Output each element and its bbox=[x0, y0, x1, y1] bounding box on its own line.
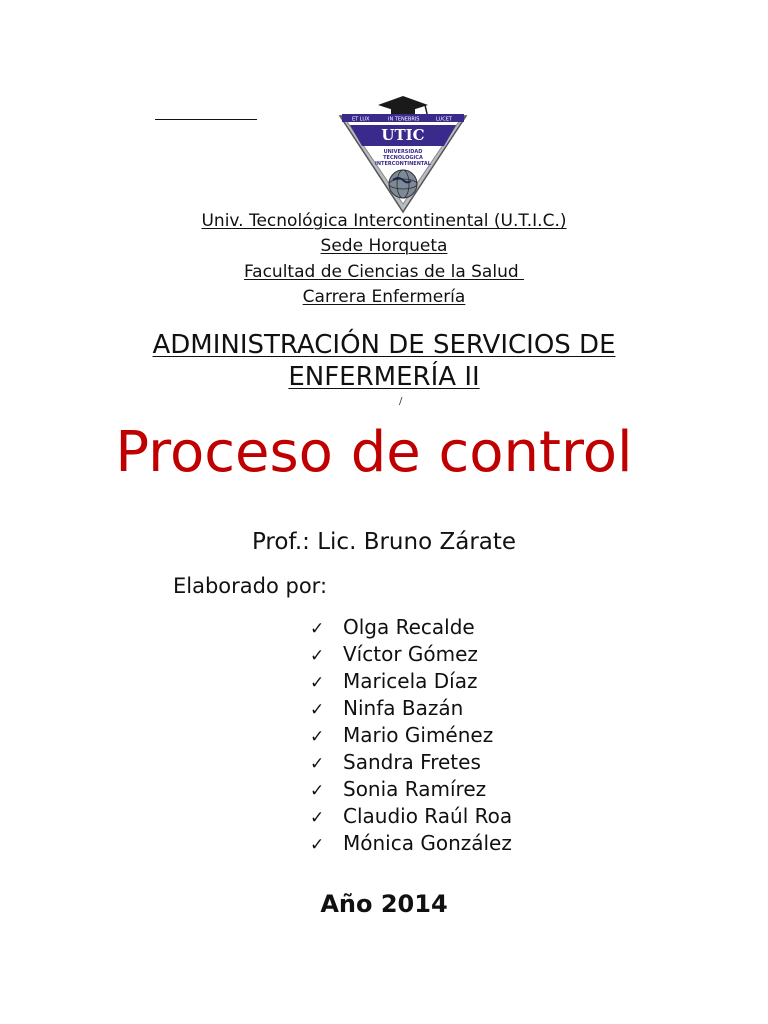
author-name: Ninfa Bazán bbox=[343, 696, 464, 720]
course-title-line-2: ENFERMERÍA II bbox=[288, 362, 480, 392]
list-item bbox=[310, 803, 512, 830]
list-item bbox=[310, 749, 512, 776]
check-icon: ✓ bbox=[310, 700, 325, 720]
campus-name: Sede Horqueta bbox=[320, 236, 448, 256]
university-name: Univ. Tecnológica Intercontinental (U.T.I.C.) bbox=[201, 211, 567, 231]
svg-text:ET LUX: ET LUX bbox=[352, 116, 370, 123]
check-icon: ✓ bbox=[310, 835, 325, 855]
check-icon: ✓ bbox=[310, 646, 325, 666]
check-icon: ✓ bbox=[310, 808, 325, 828]
author-name: Mónica González bbox=[343, 831, 512, 855]
svg-text:LUCET: LUCET bbox=[436, 116, 452, 123]
list-item bbox=[310, 722, 512, 749]
check-icon: ✓ bbox=[310, 619, 325, 639]
utic-logo bbox=[336, 96, 470, 214]
author-name: Claudio Raúl Roa bbox=[343, 804, 513, 828]
check-icon: ✓ bbox=[310, 781, 325, 801]
check-icon: ✓ bbox=[310, 673, 325, 693]
svg-text:IN TENEBRIS: IN TENEBRIS bbox=[388, 116, 420, 123]
stray-mark: / bbox=[399, 396, 403, 407]
author-name: Sonia Ramírez bbox=[343, 777, 487, 801]
course-title-line-1: ADMINISTRACIÓN DE SERVICIOS DE bbox=[152, 330, 616, 360]
svg-text:UNIVERSIDAD: UNIVERSIDAD bbox=[383, 149, 423, 155]
check-icon: ✓ bbox=[310, 727, 325, 747]
list-item bbox=[310, 776, 512, 803]
prepared-by-label: Elaborado por: bbox=[173, 574, 328, 598]
document-title: Proceso de control bbox=[115, 420, 633, 485]
author-name: Víctor Gómez bbox=[343, 642, 478, 666]
svg-text:TECNOLOGICA: TECNOLOGICA bbox=[383, 155, 423, 161]
professor-name: Prof.: Lic. Bruno Zárate bbox=[251, 529, 517, 555]
list-item bbox=[310, 614, 512, 641]
signature-line bbox=[155, 119, 257, 120]
list-item bbox=[310, 668, 512, 695]
author-name: Maricela Díaz bbox=[343, 669, 478, 693]
author-name: Mario Giménez bbox=[343, 723, 494, 747]
faculty-name: Facultad de Ciencias de la Salud bbox=[243, 262, 525, 282]
year-label: Año 2014 bbox=[320, 890, 448, 918]
list-item bbox=[310, 695, 512, 722]
check-icon: ✓ bbox=[310, 754, 325, 774]
author-name: Olga Recalde bbox=[343, 615, 475, 639]
list-item bbox=[310, 641, 512, 668]
svg-text:UTIC: UTIC bbox=[381, 126, 425, 144]
list-item bbox=[310, 830, 512, 857]
career-name: Carrera Enfermería bbox=[302, 287, 466, 307]
author-list bbox=[310, 614, 512, 857]
author-name: Sandra Fretes bbox=[343, 750, 481, 774]
svg-text:INTERCONTINENTAL: INTERCONTINENTAL bbox=[375, 161, 431, 167]
